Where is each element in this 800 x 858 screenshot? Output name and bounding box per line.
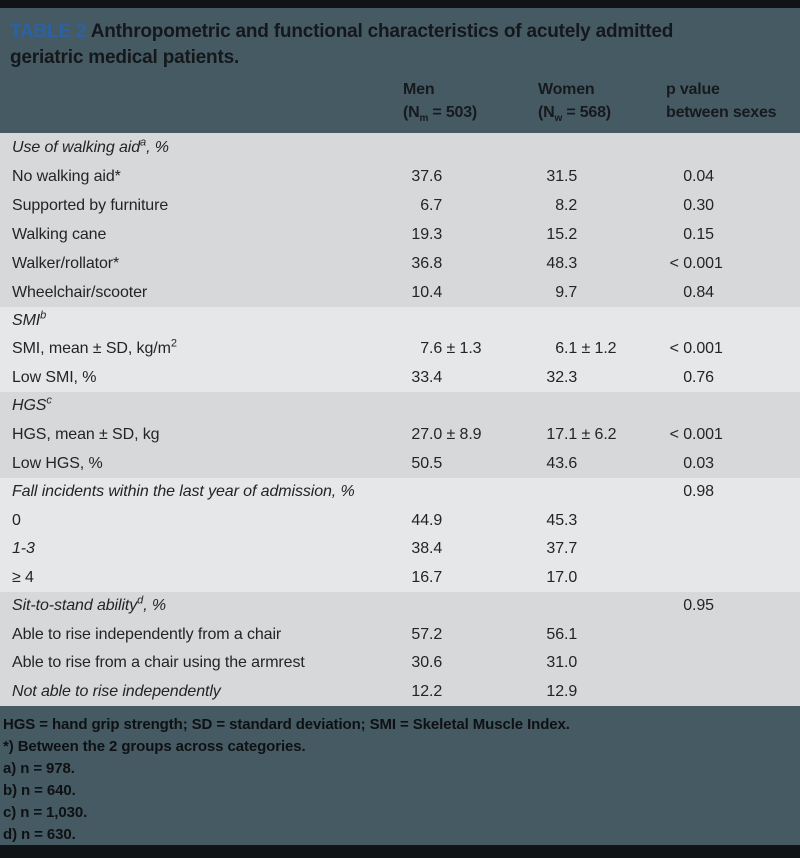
footnote-line: c) n = 1,030. — [3, 804, 88, 821]
men-value: 33 .4 — [411, 368, 443, 386]
footnote-line: d) n = 630. — [3, 826, 76, 843]
table-caption: Anthropometric and functional characteristics of acutely admitted geriatric medical patients. — [10, 21, 674, 68]
men-value: 6 .7 — [420, 196, 443, 214]
row-label: Sit-to-stand ability$^d$, % — [12, 594, 167, 615]
row-label: 1-3 — [12, 540, 35, 558]
p-value: < 0 .001 — [669, 426, 723, 443]
row-label: Walking cane — [12, 225, 107, 243]
column-header-women: Women $(N_w = 568)$ — [538, 81, 611, 125]
women-value: 37 .7 — [546, 540, 578, 558]
women-value: 12 .9 — [546, 682, 578, 700]
table-row — [0, 220, 800, 249]
men-value: 37 .6 — [411, 167, 443, 185]
women-value: 15 .2 — [546, 225, 578, 243]
table-section — [0, 478, 800, 592]
p-value: 0 .04 — [683, 167, 714, 185]
women-value: 43 .6 — [546, 454, 578, 472]
p-value: < 0 .001 — [669, 254, 723, 272]
section-header-row — [0, 392, 800, 421]
row-label: HGS, mean ± SD, kg — [12, 426, 160, 443]
women-value: 56 .1 — [546, 625, 578, 643]
table-number-label: TABLE 2 — [10, 21, 87, 42]
women-value: 8 .2 — [555, 196, 578, 214]
table-row — [0, 249, 800, 278]
table-row — [0, 507, 800, 536]
women-value: 17 .0 — [546, 568, 578, 586]
table-row — [0, 678, 800, 707]
table-row — [0, 649, 800, 678]
women-value: 17 .1 ± 6.2 — [546, 426, 617, 443]
table-row — [0, 449, 800, 478]
table-row — [0, 162, 800, 191]
top-black-bar — [0, 0, 800, 8]
men-value: 19 .3 — [411, 225, 443, 243]
table-section — [0, 592, 800, 706]
footnote-block — [0, 706, 800, 845]
table-header-block — [0, 8, 800, 133]
men-value: 27 .0 ± 8.9 — [411, 426, 482, 443]
men-value: 36 .8 — [411, 254, 443, 272]
men-value: 50 .5 — [411, 454, 443, 472]
row-label: Use of walking aid$^a$, % — [12, 136, 169, 156]
table-row — [0, 364, 800, 392]
men-value: 38 .4 — [411, 540, 443, 558]
men-value: 12 .2 — [411, 682, 443, 700]
row-label: Fall incidents within the last year of admission, % — [12, 483, 355, 501]
row-label: Low HGS, % — [12, 454, 103, 472]
table-row — [0, 278, 800, 307]
section-header-row — [0, 133, 800, 162]
row-label: No walking aid* — [12, 167, 121, 185]
p-value: < 0 .001 — [669, 340, 723, 358]
row-label: 0 — [12, 511, 21, 529]
row-label: SMI$^b$ — [12, 309, 47, 330]
row-label: Low SMI, % — [12, 368, 97, 386]
women-value: 31 .5 — [546, 167, 578, 185]
bottom-black-bar — [0, 845, 800, 858]
row-label: ≥ 4 — [12, 568, 34, 586]
p-value: 0 .03 — [683, 454, 714, 472]
column-header-pvalue: p value between sexes — [666, 81, 777, 121]
row-label: Supported by furniture — [12, 196, 169, 214]
women-value: 31 .0 — [546, 654, 578, 672]
row-label: HGS$^c$ — [12, 395, 52, 415]
table-title — [0, 8, 800, 71]
table-body — [0, 133, 800, 706]
table-section — [0, 133, 800, 307]
row-label: Wheelchair/scooter — [12, 283, 148, 301]
women-n-subscript: w — [554, 113, 563, 125]
men-value: 44 .9 — [411, 511, 443, 529]
p-value: 0 .76 — [683, 368, 714, 386]
women-value: 32 .3 — [546, 368, 578, 386]
men-value: 16 .7 — [411, 568, 443, 586]
table-row — [0, 191, 800, 220]
table-row — [0, 621, 800, 650]
footnote-line: *) Between the 2 groups across categories. — [3, 738, 306, 755]
footnote-line: b) n = 640. — [3, 782, 76, 799]
table-row — [0, 335, 800, 363]
row-label: Not able to rise independently — [12, 682, 221, 700]
men-value: 57 .2 — [411, 625, 443, 643]
women-value: 9 .7 — [555, 283, 578, 301]
men-value: 30 .6 — [411, 654, 443, 672]
women-value: 45 .3 — [546, 511, 578, 529]
table-row — [0, 564, 800, 593]
men-n-subscript: m — [419, 113, 429, 125]
row-label: Able to rise from a chair using the armrest — [12, 654, 305, 672]
column-header-men: Men $(N_m = 503)$ — [403, 81, 478, 125]
p-value: 0 .95 — [683, 597, 714, 615]
section-header-row — [0, 478, 800, 507]
women-value: 48 .3 — [546, 254, 578, 272]
row-label: SMI, mean ± SD, $kg/m^2$ — [12, 338, 177, 358]
footnote-line: HGS = hand grip strength; SD = standard deviation; SMI = Skeletal Muscle Index. — [3, 716, 570, 733]
table-section — [0, 392, 800, 478]
men-value: 10 .4 — [411, 283, 443, 301]
p-value: 0 .30 — [683, 196, 714, 214]
row-label: Walker/rollator* — [12, 254, 120, 272]
table-row — [0, 535, 800, 564]
women-value: 6 .1 ± 1.2 — [555, 340, 617, 358]
table-section — [0, 307, 800, 392]
p-value: 0 .15 — [683, 225, 714, 243]
footnote-line: a) n = 978. — [3, 760, 75, 777]
table-row — [0, 421, 800, 450]
row-label: Able to rise independently from a chair — [12, 625, 282, 643]
men-value: 7 .6 ± 1.3 — [420, 340, 482, 358]
section-header-row — [0, 592, 800, 621]
section-header-row — [0, 307, 800, 335]
p-value: 0 .84 — [683, 283, 714, 301]
p-value: 0 .98 — [683, 483, 714, 501]
